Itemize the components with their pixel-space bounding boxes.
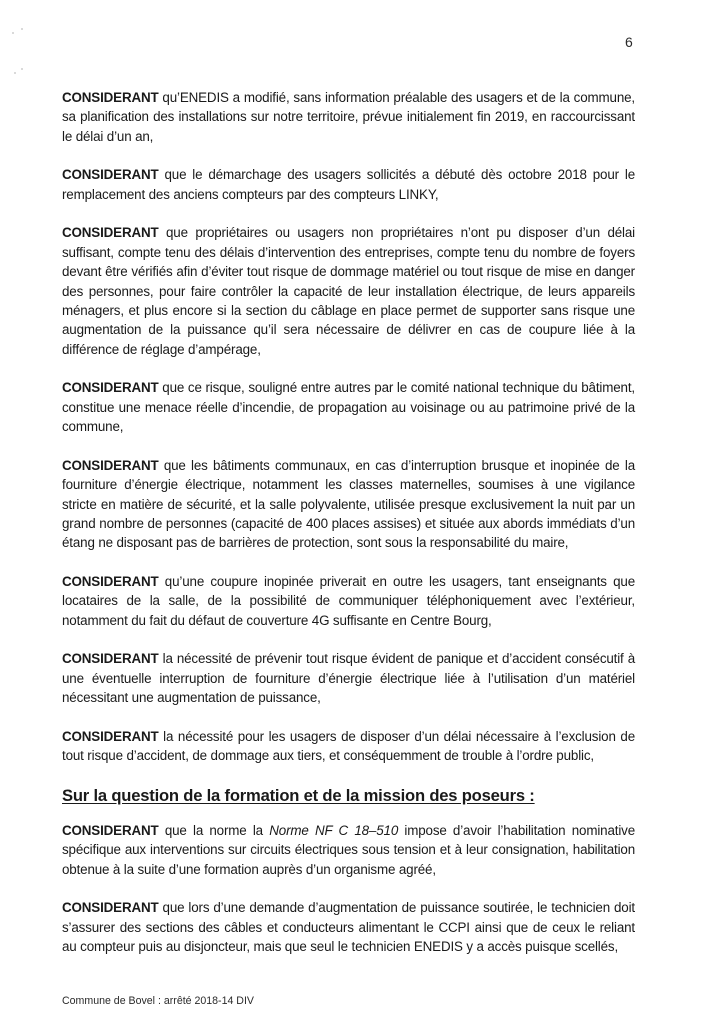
considerant-paragraph-4 — [62, 378, 635, 436]
scan-speck — [21, 68, 23, 70]
paragraph-lead: CONSIDERANT — [62, 900, 159, 916]
considerant-paragraph-8 — [62, 727, 635, 766]
considerant-paragraph-9 — [62, 821, 635, 879]
considerant-paragraph-6 — [62, 572, 635, 630]
paragraph-text: que ce risque, souligné entre autres par le comité national technique du bâtiment, constitue une menace réelle d’incendie, de propagation au voisinage ou au patrimoine privé de la commune, — [62, 380, 635, 435]
paragraph-lead: CONSIDERANT — [62, 90, 159, 105]
document-body — [62, 88, 635, 976]
scan-speck — [14, 72, 16, 74]
paragraph-lead: CONSIDERANT — [62, 651, 159, 667]
paragraph-text: la nécessité pour les usagers de disposer d’un délai nécessaire à l’exclusion de tout risque d’accident, de dommage aux tiers, et conséquemment de trouble à l’ordre public, — [62, 728, 635, 764]
considerant-paragraph-2 — [62, 165, 635, 204]
paragraph-text: que les bâtiments communaux, en cas d’interruption brusque et inopinée de la fourniture d’énergie électrique, notamment les classes maternelles, soumises à une vigilance stricte en matière de sécurité, et la salle polyvalente, utilisée presque exclusivement la nuit par un grand nombre de personnes (capacité de 400 places assises) et située aux abords immédiats d’un étang ne disposant pas de barrières de protection, sont sous la responsabilité du maire, — [62, 457, 635, 551]
considerant-paragraph-3 — [62, 223, 635, 359]
scan-speck — [12, 32, 14, 34]
paragraph-lead: CONSIDERANT — [62, 167, 159, 183]
paragraph-text: que la norme la — [158, 822, 270, 838]
section-heading: Sur la question de la formation et de la mission des poseurs : — [62, 785, 535, 805]
paragraph-lead: CONSIDERANT — [62, 380, 159, 396]
paragraph-text: qu’une coupure inopinée priverait en outre les usagers, tant enseignants que locataires de la salle, de la possibilité de communiquer téléphoniquement avec l’extérieur, notamment du fait du défaut de couverture 4G suffisante en Centre Bourg, — [62, 574, 635, 628]
paragraph-lead: CONSIDERANT — [62, 225, 159, 241]
page-footer: Commune de Bovel : arrêté 2018-14 DIV — [62, 995, 254, 1007]
considerant-paragraph-10 — [62, 898, 635, 956]
paragraph-text: la nécessité de prévenir tout risque évident de panique et d’accident consécutif à une éventuelle interruption de fourniture d’énergie électrique liée à l’utilisation d’un matériel nécessitant une augmentation de puissance, — [62, 651, 635, 706]
considerant-paragraph-7 — [62, 649, 635, 707]
norm-reference: Norme NF C 18–510 — [269, 822, 399, 838]
scan-speck — [21, 28, 23, 30]
paragraph-lead: CONSIDERANT — [62, 574, 159, 590]
paragraph-lead: CONSIDERANT — [62, 457, 159, 473]
paragraph-text: que propriétaires ou usagers non propriétaires n’ont pu disposer d’un délai suffisant, compte tenu des délais d’intervention des entreprises, compte tenu du nombre de foyers devant être vérifiés afin d’éviter tout risque de dommage matériel ou tout risque de mise en danger des personnes, pour faire contrôler la capacité de leur installation électrique, de leurs appareils ménagers, et plus encore si la section du câblage en place permet de supporter sans risque une augmentation de la puissance qu’il sera nécessaire de délivrer en cas de coupure liée à la différence de réglage d’ampérage, — [62, 225, 635, 357]
paragraph-text: que le démarchage des usagers sollicités a débuté dès octobre 2018 pour le remplacement des anciens compteurs par des compteurs LINKY, — [62, 167, 635, 202]
paragraph-text: qu’ENEDIS a modifié, sans information préalable des usagers et de la commune, sa planification des installations sur notre territoire, prévue initialement fin 2019, en raccourcissant le délai d’un an, — [62, 90, 635, 144]
paragraph-lead: CONSIDERANT — [62, 728, 159, 744]
considerant-paragraph-5 — [62, 456, 635, 553]
paragraph-lead: CONSIDERANT — [62, 822, 159, 838]
paragraph-text: que lors d’une demande d’augmentation de puissance soutirée, le technicien doit s’assurer des sections des câbles et conducteurs alimentant le CCPI ainsi que de ceux le reliant au compteur puis au disjoncteur, mais que seul le technicien ENEDIS y a accès puisque scellés, — [62, 900, 635, 955]
considerant-paragraph-1 — [62, 88, 635, 146]
paragraph-text: impose d’avoir l’habilitation nominative spécifique aux interventions sur circuits électriques sous tension et à leur consignation, habilitation obtenue à la suite d’une formation auprès d’un organisme agréé, — [62, 822, 635, 877]
page-number: 6 — [625, 34, 633, 50]
